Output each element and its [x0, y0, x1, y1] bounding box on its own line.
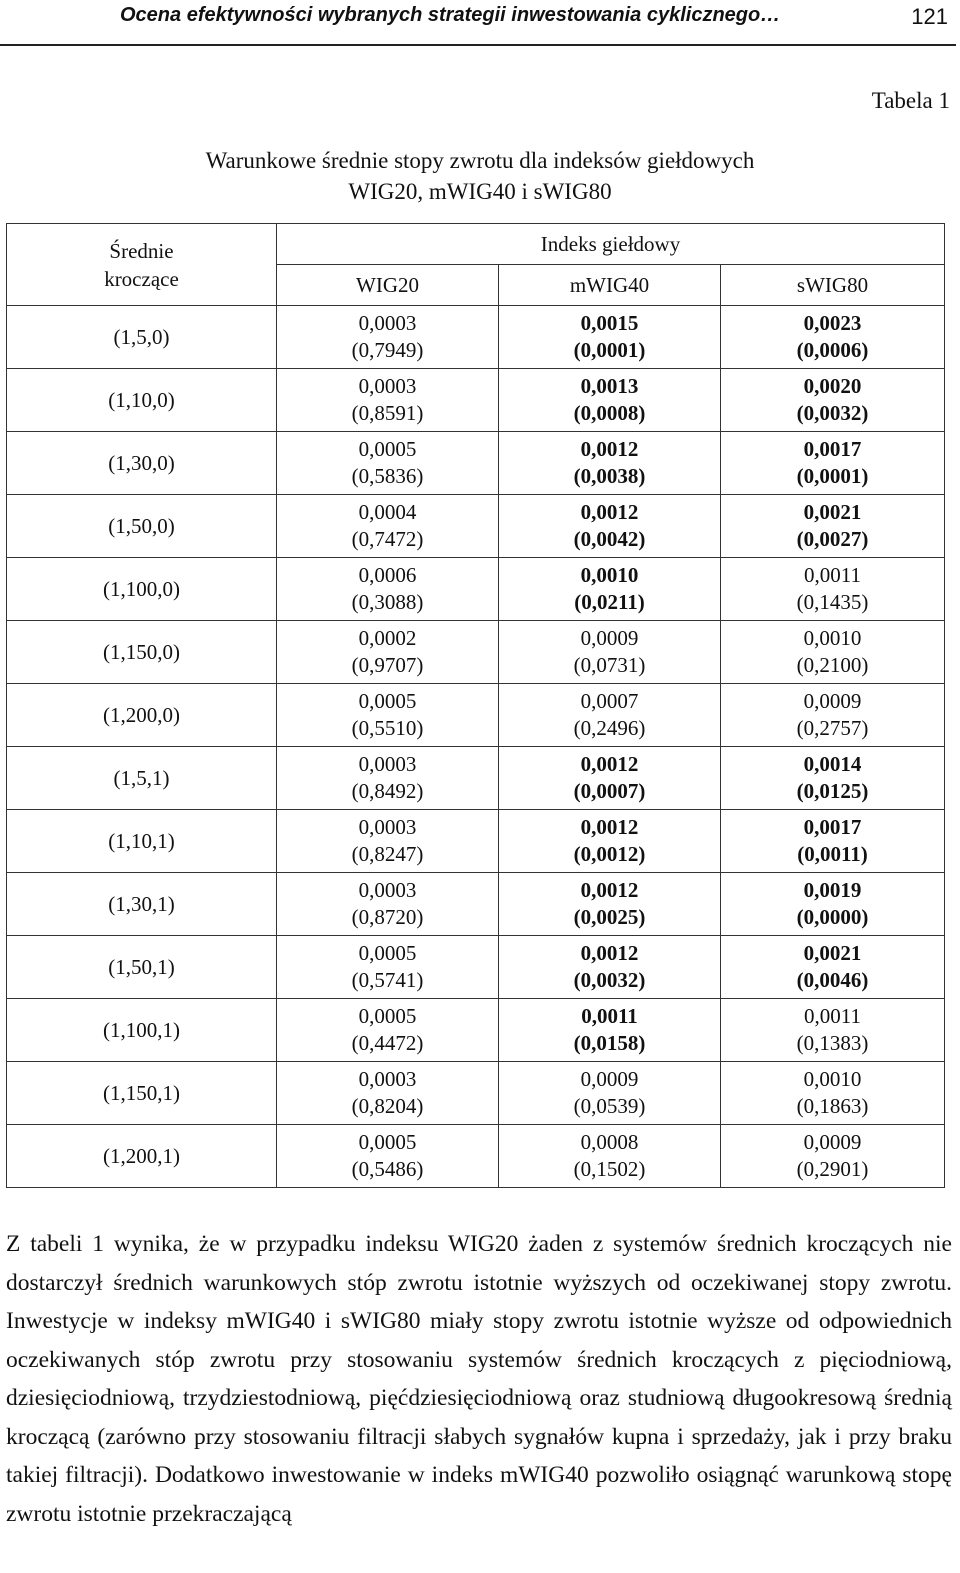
cell-p-value: (0,0001) [573, 338, 646, 362]
table-row [7, 621, 945, 684]
cell-p-value: (0,8591) [351, 401, 424, 425]
cell-value: 0,0005 [358, 437, 417, 461]
table-cell [277, 999, 499, 1062]
column-header: mWIG40 [499, 265, 721, 306]
cell-value: 0,0017 [803, 437, 862, 461]
row-label: (1,10,1) [7, 810, 277, 873]
cell-value: 0,0012 [580, 500, 639, 524]
table-cell [277, 936, 499, 999]
cell-p-value: (0,2901) [796, 1157, 869, 1181]
row-label: (1,150,0) [7, 621, 277, 684]
cell-p-value: (0,0046) [796, 968, 869, 992]
table-cell [277, 873, 499, 936]
cell-p-value: (0,5836) [351, 464, 424, 488]
cell-p-value: (0,0125) [796, 779, 869, 803]
table-cell [499, 495, 721, 558]
cell-value: 0,0007 [580, 689, 639, 713]
cell-p-value: (0,1502) [573, 1157, 646, 1181]
row-label: (1,100,0) [7, 558, 277, 621]
cell-value: 0,0012 [580, 437, 639, 461]
cell-p-value: (0,7472) [351, 527, 424, 551]
cell-value: 0,0010 [803, 626, 862, 650]
table-body [7, 306, 945, 1188]
row-label: (1,200,1) [7, 1125, 277, 1188]
cell-value: 0,0020 [803, 374, 862, 398]
cell-p-value: (0,0011) [797, 842, 868, 866]
table-cell [721, 621, 945, 684]
table-cell [721, 306, 945, 369]
table-row [7, 369, 945, 432]
table-cell [721, 1062, 945, 1125]
row-label: (1,5,0) [7, 306, 277, 369]
cell-value: 0,0021 [803, 500, 862, 524]
table-cell [499, 936, 721, 999]
column-header: WIG20 [277, 265, 499, 306]
table-cell [499, 432, 721, 495]
table-row [7, 747, 945, 810]
cell-p-value: (0,0032) [796, 401, 869, 425]
cell-p-value: (0,0211) [574, 590, 645, 614]
cell-p-value: (0,0001) [796, 464, 869, 488]
row-label: (1,50,0) [7, 495, 277, 558]
cell-value: 0,0012 [580, 878, 639, 902]
cell-value: 0,0012 [580, 752, 639, 776]
row-label: (1,30,1) [7, 873, 277, 936]
cell-value: 0,0005 [358, 1004, 417, 1028]
table-cell [277, 558, 499, 621]
cell-p-value: (0,5510) [351, 716, 424, 740]
row-label: (1,10,0) [7, 369, 277, 432]
row-label: (1,150,1) [7, 1062, 277, 1125]
cell-value: 0,0023 [803, 311, 862, 335]
cell-p-value: (0,1863) [796, 1094, 869, 1118]
cell-p-value: (0,0027) [796, 527, 869, 551]
table-cell [499, 621, 721, 684]
returns-table [6, 223, 945, 1188]
table-row [7, 495, 945, 558]
cell-value: 0,0009 [803, 1130, 862, 1154]
cell-p-value: (0,0042) [573, 527, 646, 551]
cell-p-value: (0,0731) [573, 653, 646, 677]
table-cell [721, 369, 945, 432]
cell-value: 0,0008 [580, 1130, 639, 1154]
table-cell [499, 684, 721, 747]
table-cell [721, 432, 945, 495]
table-cell [721, 1125, 945, 1188]
cell-value: 0,0012 [580, 815, 639, 839]
table-row [7, 999, 945, 1062]
cell-value: 0,0010 [803, 1067, 862, 1091]
cell-value: 0,0015 [580, 311, 639, 335]
cell-p-value: (0,8247) [351, 842, 424, 866]
cell-p-value: (0,0006) [796, 338, 869, 362]
cell-p-value: (0,0007) [573, 779, 646, 803]
table-cell [499, 558, 721, 621]
cell-value: 0,0006 [358, 563, 417, 587]
cell-p-value: (0,0038) [573, 464, 646, 488]
table-row [7, 936, 945, 999]
cell-p-value: (0,5741) [351, 968, 424, 992]
cell-value: 0,0009 [803, 689, 862, 713]
cell-value: 0,0012 [580, 941, 639, 965]
row-label: (1,5,1) [7, 747, 277, 810]
table-cell [277, 747, 499, 810]
cell-p-value: (0,2757) [796, 716, 869, 740]
table-cell [721, 684, 945, 747]
table-row [7, 684, 945, 747]
cell-p-value: (0,0008) [573, 401, 646, 425]
table-cell [721, 999, 945, 1062]
table-cell [721, 936, 945, 999]
table-cell [277, 1125, 499, 1188]
table-cell [277, 810, 499, 873]
cell-p-value: (0,2496) [573, 716, 646, 740]
table-cell [721, 495, 945, 558]
cell-value: 0,0003 [358, 878, 417, 902]
body-paragraph: Z tabeli 1 wynika, że w przypadku indeksu WIG20 żaden z systemów średnich kroczących nie dostarczył średnich warunkowych stóp zwrotu istotnie wyższych od oczekiwanej stopy zwrotu. Inwestycje w indeksy mWIG40 i sWIG80 miały stopy zwrotu istotnie wyższe od odpowiednich oczekiwanych stóp zwrotu przy stosowaniu systemów średnich kroczących z pięciodniową, dziesięciodniową, trzydziestodniową, pięćdziesięciodniową oraz studniową długookresową średnią kroczącą (zarówno przy stosowaniu filtracji słabych sygnałów kupna i sprzedaży, jak i przy braku takiej filtracji). Dodatkowo inwestowanie w indeks mWIG40 pozwoliło osiągnąć warunkową stopę zwrotu istotnie przekraczającą [6, 1231, 952, 1527]
row-label: (1,100,1) [7, 999, 277, 1062]
cell-p-value: (0,4472) [351, 1031, 424, 1055]
header-row-group [7, 224, 945, 265]
cell-value: 0,0021 [803, 941, 862, 965]
table-cell [277, 1062, 499, 1125]
cell-p-value: (0,9707) [351, 653, 424, 677]
cell-p-value: (0,0025) [573, 905, 646, 929]
table-cell [499, 369, 721, 432]
cell-value: 0,0004 [358, 500, 417, 524]
cell-p-value: (0,8720) [351, 905, 424, 929]
table-cell [499, 810, 721, 873]
cell-p-value: (0,1383) [796, 1031, 869, 1055]
table-label: Tabela 1 [871, 88, 950, 113]
table-cell [721, 810, 945, 873]
row-label: (1,50,1) [7, 936, 277, 999]
table-row [7, 432, 945, 495]
page-number: 121 [911, 4, 948, 29]
corner-header: Średnie kroczące [7, 224, 277, 306]
cell-value: 0,0003 [358, 752, 417, 776]
header-rule [0, 44, 956, 46]
table-cell [277, 495, 499, 558]
cell-value: 0,0003 [358, 1067, 417, 1091]
cell-value: 0,0003 [358, 311, 417, 335]
cell-value: 0,0003 [358, 815, 417, 839]
table-cell [277, 432, 499, 495]
cell-p-value: (0,2100) [796, 653, 869, 677]
cell-p-value: (0,0012) [573, 842, 646, 866]
cell-value: 0,0002 [358, 626, 417, 650]
cell-value: 0,0009 [580, 1067, 639, 1091]
cell-value: 0,0009 [580, 626, 639, 650]
cell-p-value: (0,8204) [351, 1094, 424, 1118]
table-cell [499, 747, 721, 810]
table-row [7, 873, 945, 936]
cell-value: 0,0003 [358, 374, 417, 398]
cell-p-value: (0,8492) [351, 779, 424, 803]
table-cell [499, 306, 721, 369]
cell-p-value: (0,0032) [573, 968, 646, 992]
table-cell [721, 873, 945, 936]
table-cell [721, 747, 945, 810]
cell-value: 0,0011 [804, 563, 861, 587]
table-cell [277, 306, 499, 369]
cell-value: 0,0005 [358, 689, 417, 713]
group-header: Indeks giełdowy [277, 224, 945, 265]
table-row [7, 1125, 945, 1188]
table-cell [499, 999, 721, 1062]
cell-value: 0,0011 [804, 1004, 861, 1028]
table-row [7, 1062, 945, 1125]
table-row [7, 558, 945, 621]
table-cell [277, 684, 499, 747]
cell-p-value: (0,3088) [351, 590, 424, 614]
table-cell [277, 369, 499, 432]
row-label: (1,30,0) [7, 432, 277, 495]
cell-p-value: (0,0000) [796, 905, 869, 929]
table-cell [499, 1062, 721, 1125]
table-cell [499, 1125, 721, 1188]
table-row [7, 306, 945, 369]
row-label: (1,200,0) [7, 684, 277, 747]
table-cell [721, 558, 945, 621]
cell-value: 0,0005 [358, 1130, 417, 1154]
column-header: sWIG80 [721, 265, 945, 306]
cell-value: 0,0014 [803, 752, 862, 776]
table-title-line-1: Warunkowe średnie stopy zwrotu dla indeksów giełdowych [205, 148, 755, 173]
cell-p-value: (0,5486) [351, 1157, 424, 1181]
cell-value: 0,0019 [803, 878, 862, 902]
cell-value: 0,0011 [581, 1004, 638, 1028]
cell-value: 0,0010 [580, 563, 639, 587]
cell-p-value: (0,0539) [573, 1094, 646, 1118]
cell-value: 0,0013 [580, 374, 639, 398]
table-row [7, 810, 945, 873]
cell-p-value: (0,7949) [351, 338, 424, 362]
cell-value: 0,0005 [358, 941, 417, 965]
table-cell [277, 621, 499, 684]
cell-p-value: (0,1435) [796, 590, 869, 614]
cell-p-value: (0,0158) [573, 1031, 646, 1055]
table-cell [499, 873, 721, 936]
table-title-line-2: WIG20, mWIG40 i sWIG80 [348, 179, 612, 204]
cell-value: 0,0017 [803, 815, 862, 839]
running-title: Ocena efektywności wybranych strategii inwestowania cyklicznego… [120, 4, 781, 26]
